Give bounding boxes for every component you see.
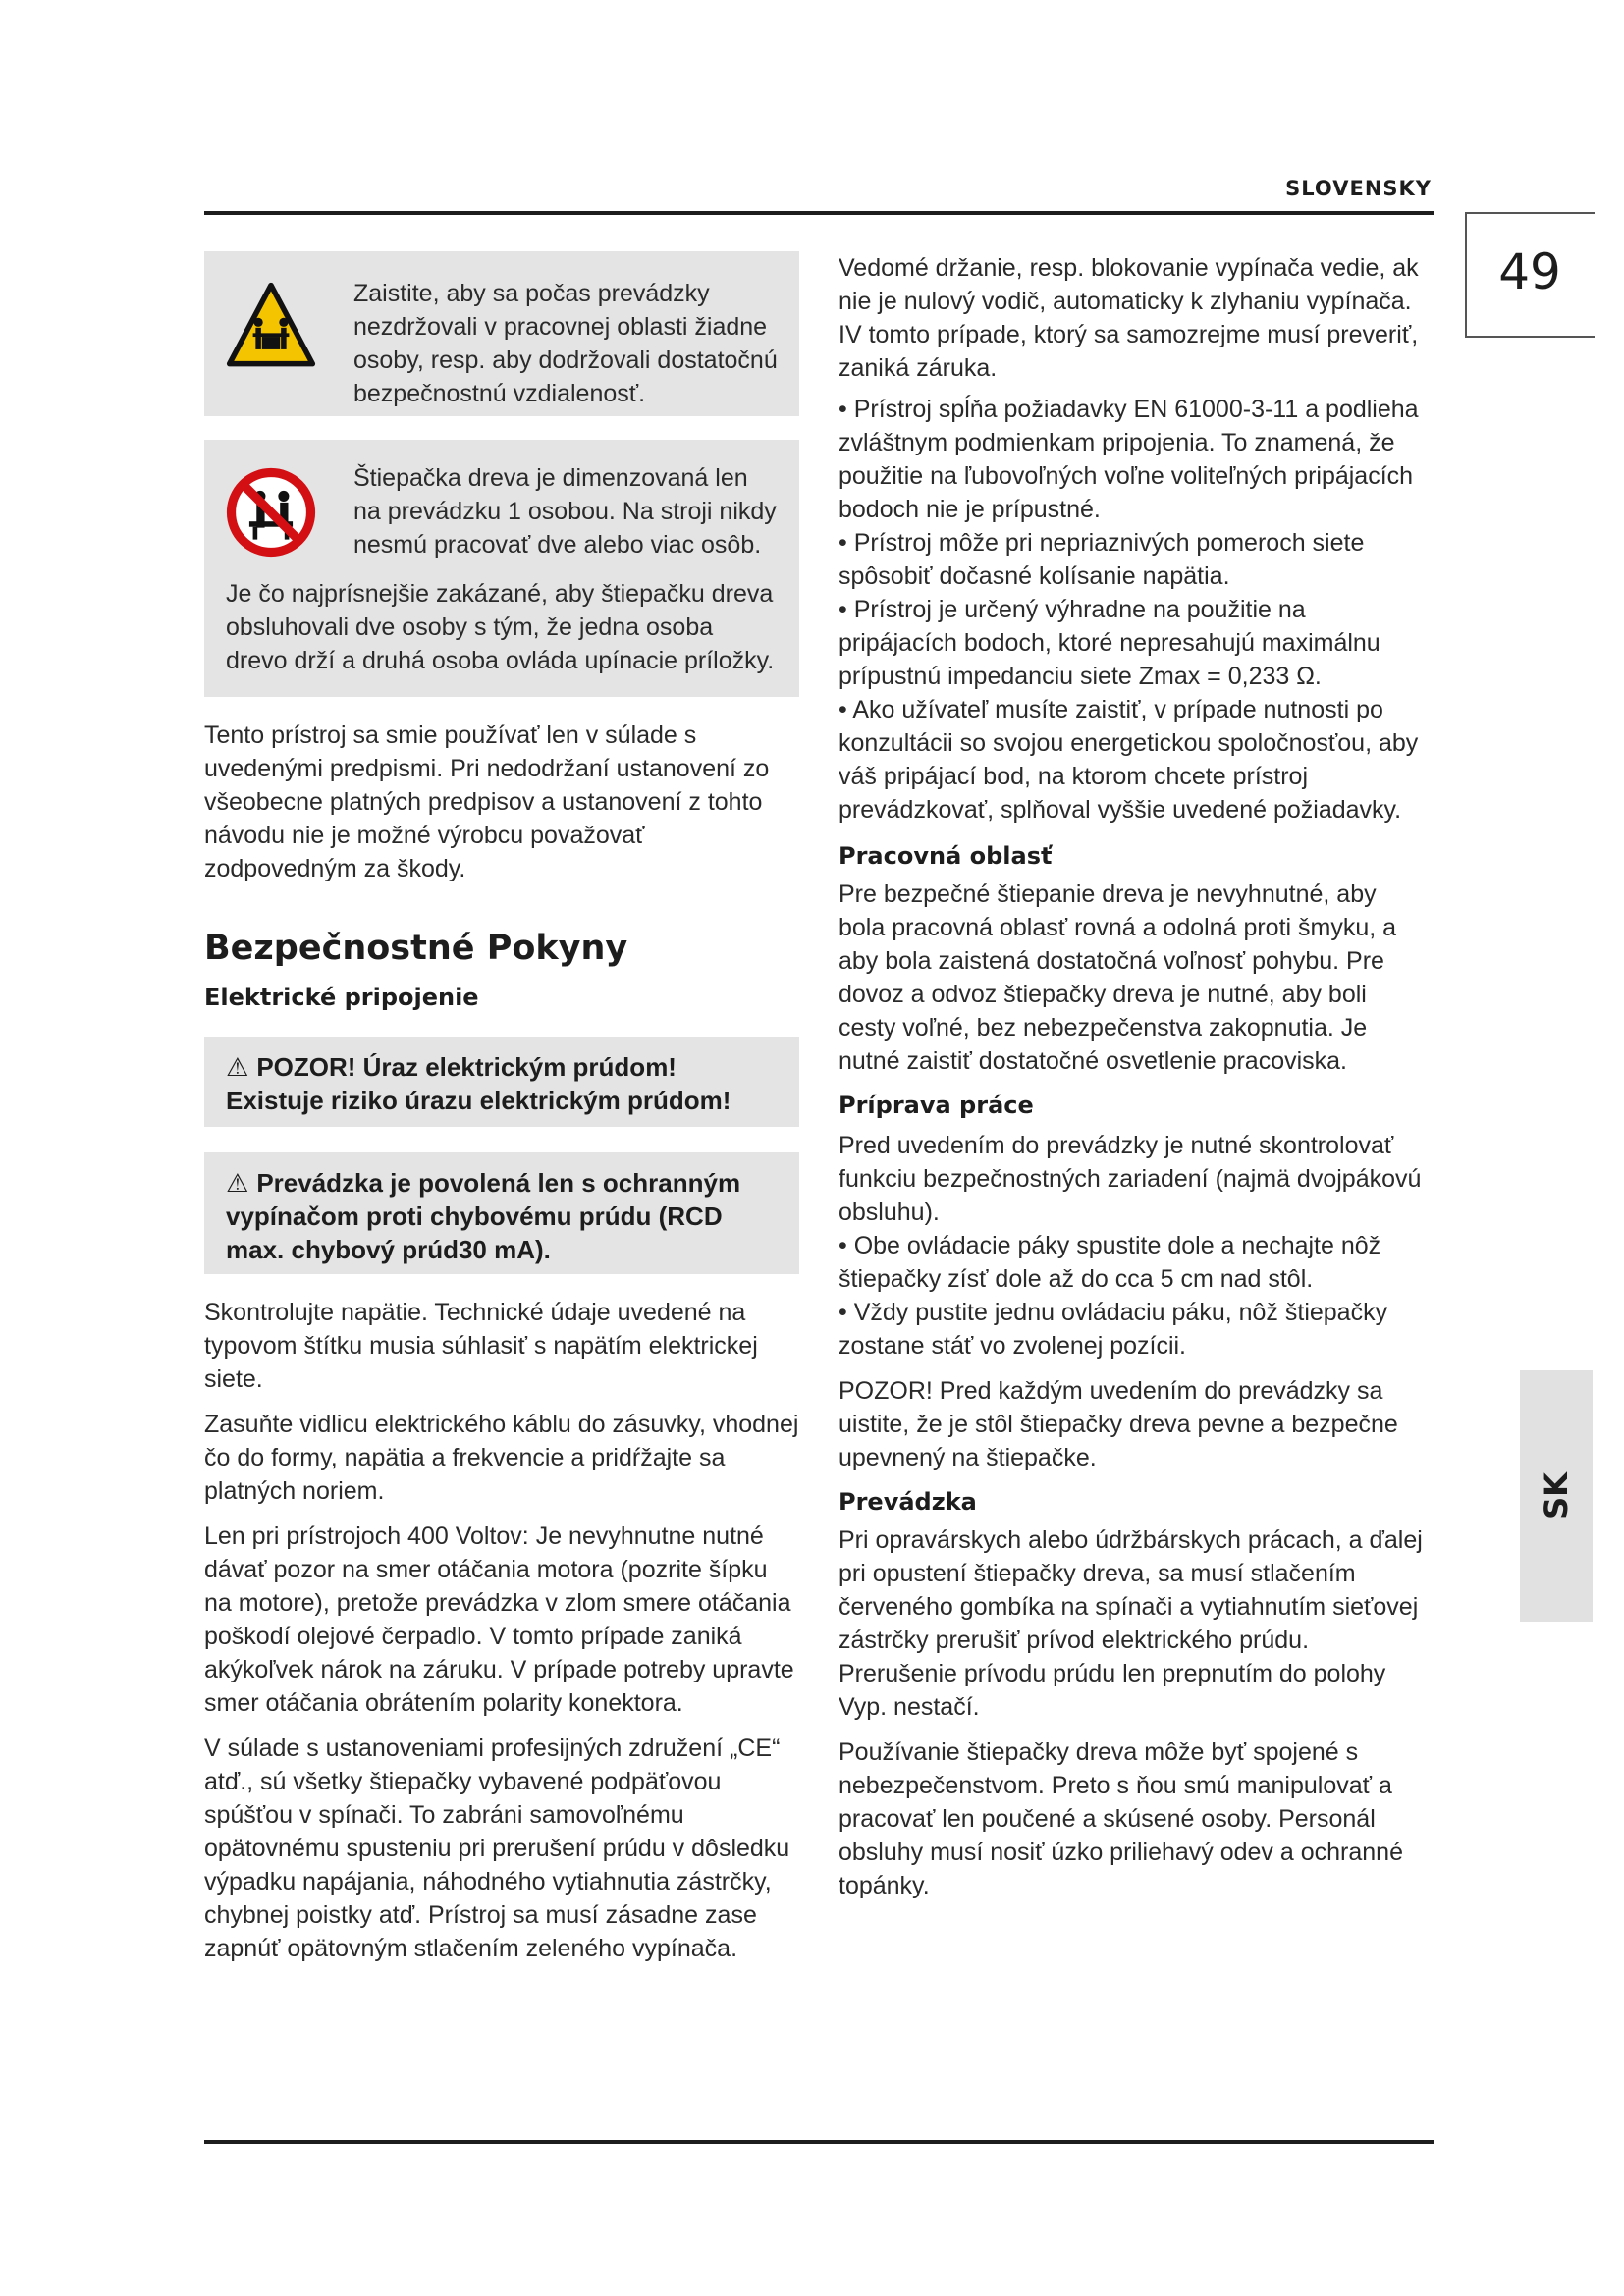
- notice-persons-text: Zaistite, aby sa počas prevádzky nezdržovali v pracovnej oblasti žiadne osoby, resp. aby dodržovali dostatočnú bezpečnostnú vzdialenosť.: [353, 280, 778, 407]
- personnel-paragraph: Používanie štiepačky dreva môže byť spojené s nebezpečenstvom. Preto s ňou smú manipulovať a pracovať len poučené a skúsené osoby. Personál obsluhy musí nosiť úzko priliehavý odev a ochranné topánky.: [839, 1738, 1403, 1899]
- language-side-tab-label: SK: [1538, 1472, 1575, 1520]
- notice-box-one-operator: [204, 440, 799, 697]
- language-header: SLOVENSKY: [1285, 177, 1432, 200]
- warning-persons-icon: [226, 281, 316, 371]
- plug-paragraph: Zasuňte vidlicu elektrického káblu do zásuvky, vhodnej čo do formy, napätia a frekvencie a pridŕžajte sa platných noriem.: [204, 1411, 799, 1505]
- language-side-tab: [1520, 1370, 1593, 1622]
- warning-triangle-icon: ⚠: [226, 1168, 249, 1198]
- operation-paragraph: Pri opravárskych alebo údržbárskych prácach, a ďalej pri opustení štiepačky dreva, sa musí stlačením červeného gombíka na spínači a vytiahnutím sieťovej zástrčky prerušiť prívod elektrického prúdu. Prerušenie prívodu prúdu len prepnutím do polohy Vyp. nestačí.: [839, 1526, 1423, 1721]
- heading-preparation: Príprava práce: [839, 1092, 1034, 1119]
- notice-one-operator-text: Štiepačka dreva je dimenzovaná len na prevádzku 1 osobou. Na stroji nikdy nesmú pracovať dve alebo viac osôb.: [353, 464, 777, 559]
- heading-operation: Prevádzka: [839, 1488, 977, 1516]
- right-column: [839, 251, 1428, 1902]
- prohibition-two-operators-icon: [226, 467, 316, 558]
- page-number: 49: [1498, 243, 1561, 300]
- voltage-paragraph: Skontrolujte napätie. Technické údaje uvedené na typovom štítku musia súhlasiť s napätím elektrickej siete.: [204, 1299, 758, 1393]
- page-number-box: [1465, 214, 1595, 338]
- bullet-lower-levers: • Obe ovládacie páky spustite dole a nechajte nôž štiepačky zísť dole až do cca 5 cm nad stôl.: [839, 1232, 1381, 1293]
- preparation-paragraph: Pred uvedením do prevádzky je nutné skontrolovať funkciu bezpečnostných zariadení (najmä dvojpákovú obsluhu).: [839, 1132, 1422, 1226]
- warning-box-rcd: [204, 1152, 799, 1274]
- warning-triangle-icon: ⚠: [226, 1052, 249, 1082]
- bullet-release-lever: • Vždy pustite jednu ovládaciu páku, nôž štiepačky zostane stáť vo zvolenej pozícii.: [839, 1299, 1388, 1360]
- bullet-en61000: • Prístroj spĺňa požiadavky EN 61000-3-11 a podlieha zvláštnym podmienkam pripojenia. To znamená, že použitie na ľubovoľných voľne voliteľných pripájacích bodoch nie je prípustné.: [839, 396, 1419, 523]
- left-column: [204, 251, 799, 1965]
- warning-box-shock: [204, 1037, 799, 1127]
- top-rule: [204, 211, 1434, 215]
- work-area-paragraph: Pre bezpečné štiepanie dreva je nevyhnutné, aby bola pracovná oblasť rovná a odolná proti šmyku, a aby bola zaistená dostatočná voľnosť pohybu. Pre dovoz a odvoz štiepačky dreva je nutné, aby boli cesty voľné, bez nebezpečenstva zakopnutia. Je nutné zaistiť dostatočné osvetlenie pracoviska.: [839, 881, 1397, 1075]
- bottom-rule: [204, 2140, 1434, 2144]
- heading-work-area: Pracovná oblasť: [839, 842, 1053, 870]
- notice-box-persons: [204, 251, 799, 416]
- subheading-electric: Elektrické pripojenie: [204, 984, 479, 1011]
- switch-paragraph: Vedomé držanie, resp. blokovanie vypínača vedie, ak nie je nulový vodič, automaticky k zlyhaniu vypínača. IV tomto prípade, ktorý sa samozrejme musí preveriť, zaniká záruka.: [839, 254, 1419, 382]
- warning-rcd-text: Prevádzka je povolená len s ochranným vypínačom proti chybovému prúdu (RCD max. chybový prúd30 mA).: [226, 1168, 741, 1264]
- section-title: Bezpečnostné Pokyny: [204, 929, 628, 968]
- bullet-user-ensure: • Ako užívateľ musíte zaistiť, v prípade nutnosti po konzultácii so svojou energetickou spoločnosťou, aby váš pripájací bod, na ktorom chcete prístroj prevádzkovať, splňoval vyššie uvedené požiadavky.: [839, 696, 1419, 824]
- ce-paragraph: V súlade s ustanoveniami profesijných združení „CE“ atď., sú všetky štiepačky vybavené podpäťovou spúšťou v spínači. To zabráni samovoľnému opätovnému spusteniu pri prerušení prúdu v dôsledku výpadku napájania, náhodného vytiahnutia zástrčky, chybnej poistky atď. Prístroj sa musí zásadne zase zapnúť opätovným stlačením zeleného vypínača.: [204, 1735, 790, 1962]
- 400v-paragraph: Len pri prístrojoch 400 Voltov: Je nevyhnutne nutné dávať pozor na smer otáčania motora (pozrite šípku na motore), pretože prevádzka v zlom smere otáčania poškodí olejové čerpadlo. V tomto prípade zaniká akýkoľvek nárok na záruku. V prípade potreby upravte smer otáčania obrátením polarity konektora.: [204, 1522, 794, 1717]
- warning-shock-text: POZOR! Úraz elektrickým prúdom! Existuje riziko úrazu elektrickým prúdom!: [226, 1052, 731, 1115]
- bullet-voltage-fluctuation: • Prístroj môže pri nepriaznivých pomeroch siete spôsobiť dočasné kolísanie napätia.: [839, 529, 1365, 590]
- notice-one-operator-extra: Je čo najprísnejšie zakázané, aby štiepačku dreva obsluhovali dve osoby s tým, že jedna osoba drevo drží a druhá osoba ovláda upínacie príložky.: [226, 580, 775, 674]
- bullet-impedance: • Prístroj je určený výhradne na použitie na pripájacích bodoch, ktoré nepresahujú maximálnu prípustnú impedanciu siete Zmax = 0,233 Ω.: [839, 596, 1380, 690]
- compliance-paragraph: Tento prístroj sa smie používať len v súlade s uvedenými predpismi. Pri nedodržaní ustanovení zo všeobecne platných predpisov a ustanovení z tohto návodu nie je možné výrobcu považovať zodpovedným za škody.: [204, 721, 770, 882]
- attention-paragraph: POZOR! Pred každým uvedením do prevádzky sa uistite, že je stôl štiepačky dreva pevne a bezpečne upevnený na štiepačke.: [839, 1377, 1398, 1471]
